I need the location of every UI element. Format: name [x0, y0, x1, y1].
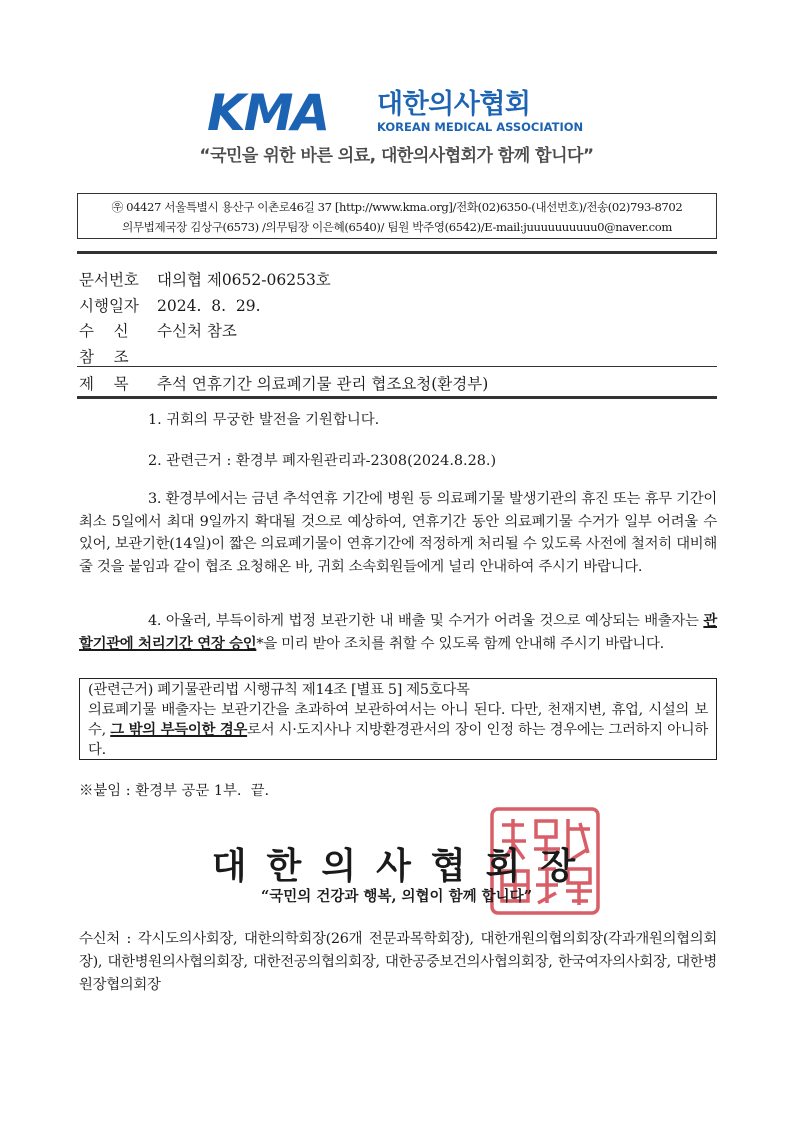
paragraph-3: 3. 환경부에서는 금년 추석연휴 기간에 병원 등 의료폐기물 발생기관의 휴진 또는 휴무 기간이 최소 5일에서 최대 9일까지 확대될 것으로 예상하여, 연휴기간 동안 의료폐기물 수거가 일부 어려울 수 있어, 보관기한(14일)이 짧은 의료폐기물이 연휴기간에 적정하게 처리될 수 있도록 사전에 철저히 대비해줄 것을 붙임과 같이 협조 요청해온 바, 귀회 소속회원들에게 널리 안내하여 주시기 바랍니다. [79, 491, 717, 575]
sender-title: 대한의사협회장 [211, 845, 596, 887]
sender-motto: “국민의 건강과 행복, 의협이 함께 합니다” [260, 888, 533, 905]
meta-label: 시행일자 [79, 297, 139, 315]
meta-reference [79, 345, 157, 367]
meta-value: 대의협 제0652-06253호 [157, 271, 331, 289]
meta-doc-number [79, 268, 331, 290]
meta-recipient [79, 319, 237, 341]
header-divider [77, 251, 717, 254]
paragraph-2: 2. 관련근거 : 환경부 폐자원관리과-2308(2024.8.28.) [148, 453, 497, 469]
contact-staff-line: 의무법제국장 김상구(6573) /의무팀장 이은혜(6540)/ 팀원 박주영(6542)/E-mail:juuuuuuuuuu0@naver.com [122, 220, 672, 234]
kma-logo [207, 84, 592, 142]
subject-divider [77, 396, 717, 399]
legal-basis-text [88, 701, 708, 761]
paragraph-4-text-end: *을 미리 받아 조치를 취할 수 있도록 함께 안내해 주시기 바랍니다. [256, 635, 664, 652]
logo-wordmark [377, 90, 583, 134]
paragraph-4 [79, 610, 717, 655]
legal-basis-emphasis: 그 밖의 부득이한 경우 [110, 721, 248, 738]
contact-address-line: ㉾ 04427 서울특별시 용산구 이촌로46길 37 [http://www.kma.org]/전화(02)6350-(내선번호)/전송(02)793-8702 [111, 200, 683, 214]
recipient-list: 수신처 : 각시도의사회장, 대한의학회장(26개 전문과목학회장), 대한개원의협의회장(각과개원의협의회장), 대한병원의사협의회장, 대한전공의협의회장, 대한공중보건의사협의회장, 한국여자의사회장, 대한병원장협의회장 [79, 931, 717, 993]
org-name-korean: 대한의사협회 [377, 89, 531, 120]
meta-date [79, 294, 261, 316]
meta-value: 추석 연휴기간 의료폐기물 관리 협조요청(환경부) [157, 375, 489, 393]
paragraph-4-text: 4. 아울러, 부득이하게 법정 보관기한 내 배출 및 수거가 어려울 것으로 예상되는 배출자는 [148, 613, 704, 629]
legal-basis-box [79, 678, 717, 760]
paragraph-1: 1. 귀회의 무궁한 발전을 기원합니다. [148, 412, 380, 428]
attachment-note: ※붙임 : 환경부 공문 1부. 끝. [79, 783, 270, 799]
meta-subject [79, 372, 488, 394]
meta-label: 참 조 [79, 348, 129, 366]
logo-letters: KMA [207, 84, 329, 142]
meta-label: 수 신 [79, 322, 129, 340]
legal-basis-text-start: 의료폐기물 배출자는 보관기간을 초과하여 보관하여서는 아니 된다. 다만, 천재지변, 휴업, 시설의 보수, [88, 701, 708, 738]
org-name-english: KOREAN MEDICAL ASSOCIATION [377, 120, 584, 134]
slogan: “국민을 위한 바른 의료, 대한의사협회가 함께 합니다” [199, 146, 594, 166]
meta-divider [77, 366, 717, 367]
meta-label: 제 목 [79, 375, 129, 393]
meta-label: 문서번호 [79, 271, 139, 289]
legal-basis-title: (관련근거) 폐기물관리법 시행규칙 제14조 [별표 5] 제5호다목 [88, 682, 470, 698]
contact-box [77, 193, 717, 239]
meta-value: 2024. 8. 29. [157, 297, 261, 315]
paragraph-4-emphasis: 관할기관에 처리기간 연장 승인 [79, 612, 717, 652]
legal-basis-text-end: 로서 시·도지사나 지방환경관서의 장이 인정 하는 경우에는 그러하지 아니하다. [88, 722, 708, 758]
meta-value: 수신처 참조 [157, 322, 237, 340]
